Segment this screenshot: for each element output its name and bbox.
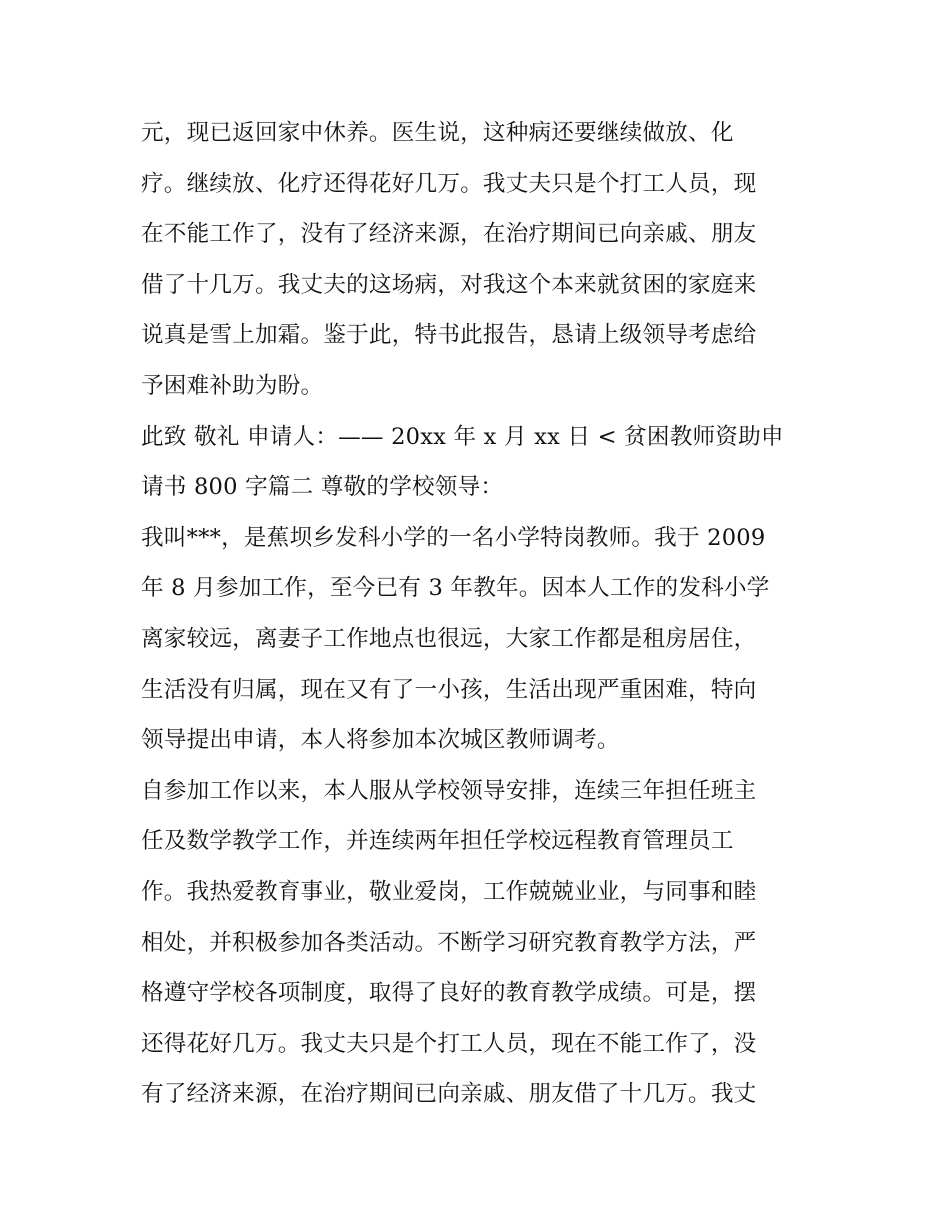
text-line: 格遵守学校各项制度，取得了良好的教育教学成绩。可是，摆: [141, 980, 757, 1007]
text-line: 在不能工作了，没有了经济来源，在治疗期间已向亲戚、朋友: [141, 221, 757, 248]
text-line: 借了十几万。我丈夫的这场病，对我这个本来就贫困的家庭来: [141, 271, 757, 298]
text-line: 我叫***，是蕉坝乡发科小学的一名小学特岗教师。我于 2009: [141, 524, 766, 551]
text-line: 此致 敬礼 申请人：—— 20xx 年 x 月 xx 日 < 贫困教师资助申: [141, 423, 784, 450]
text-line: 自参加工作以来，本人服从学校领导安排，连续三年担任班主: [141, 777, 757, 804]
text-line: 还得花好几万。我丈夫只是个打工人员，现在不能工作了，没: [141, 1030, 757, 1057]
text-line: 相处，并积极参加各类活动。不断学习研究教育教学方法，严: [141, 929, 757, 956]
text-line: 有了经济来源，在治疗期间已向亲戚、朋友借了十几万。我丈: [141, 1081, 757, 1108]
text-line: 疗。继续放、化疗还得花好几万。我丈夫只是个打工人员，现: [141, 170, 757, 197]
text-line: 任及数学教学工作，并连续两年担任学校远程教育管理员工: [141, 828, 734, 855]
document-body: [141, 108, 816, 1120]
text-line: 离家较远，离妻子工作地点也很远，大家工作都是租房居住，: [141, 625, 757, 652]
text-line: 元，现已返回家中休养。医生说，这种病还要继续做放、化: [141, 120, 734, 146]
text-line: 生活没有归属，现在又有了一小孩，生活出现严重困难，特向: [141, 676, 757, 703]
text-line: 年 8 月参加工作，至今已有 3 年教年。因本人工作的发科小学: [141, 575, 770, 602]
text-line: 说真是雪上加霜。鉴于此，特书此报告，恳请上级领导考虑给: [141, 322, 757, 349]
text-line: 作。我热爱教育事业，敬业爱岗，工作兢兢业业，与同事和睦: [141, 878, 757, 905]
text-line: 请书 800 字篇二 尊敬的学校领导：: [141, 474, 504, 501]
text-line: 领导提出申请，本人将参加本次城区教师调考。: [141, 727, 620, 754]
text-line: 予困难补助为盼。: [141, 372, 324, 399]
